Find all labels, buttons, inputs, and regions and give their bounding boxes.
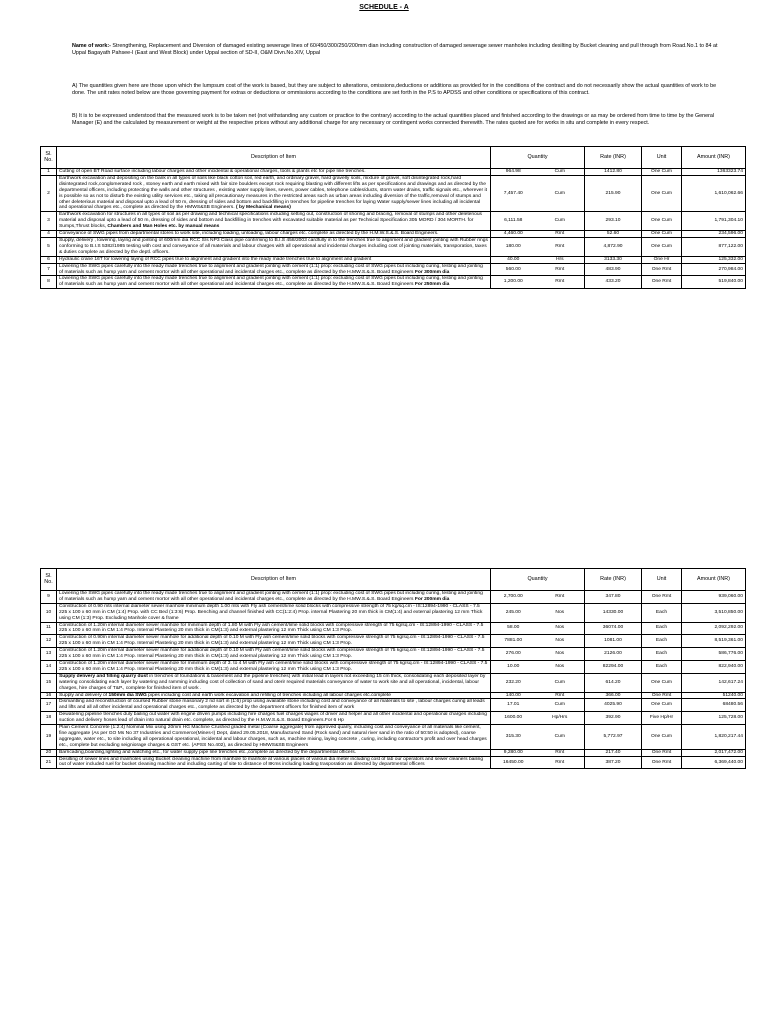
cell-quantity: [491, 673, 585, 692]
cell-unit: One Cum: [642, 212, 682, 231]
cell-sl: 2: [41, 175, 57, 211]
cell-amount: 519,840.00: [682, 276, 746, 289]
cell-rate: 14330.00: [585, 603, 642, 622]
cell-amount: 68480.56: [682, 699, 746, 712]
note-b: B) It is to be expressed understood that the measured work is to be taken net (not withstanding any custom or practice to the contrary) according to the actual quantities placed and finished according to the drawings or as may be ordered from time to time by the General Manager (E) and the calculated by measurement or weight at the respective prices without any additional charge for any necessary or contingent works connected therewith. The rates quoted are for works in situ and complete in every respect.: [72, 113, 715, 126]
cell-description: [57, 756, 491, 769]
table-row: [41, 256, 746, 263]
description-bold: For 250mm dia: [413, 282, 450, 288]
header-description: Description of Item: [57, 569, 491, 591]
cell-rate: 4025.90: [585, 699, 642, 712]
cell-sl: 16: [41, 692, 57, 699]
table-row: [41, 712, 746, 725]
quantity-unit: Rmt: [555, 593, 565, 599]
schedule-title: SCHEDULE - A: [359, 4, 409, 11]
description-text: Construction of 1.20m internal diameter sewer manhole for minimum depth of 3. to 4 M with Fly ash cement/lime solid blocks with compressive strength of 75 kg/sq.cm - IS:12894-1990 - CLASS - 7.5 225 x 100 x 60 mm in CM 1:4 Prop. Internal Plastering 20 mm thick in CM(1:3) and external plastering 12 mm Thick using CM 1:3 Prop.: [59, 660, 488, 672]
cell-sl: 3: [41, 212, 57, 231]
cell-amount: 270,984.00: [682, 263, 746, 276]
table-row: [41, 622, 746, 635]
quantity-value: 1600.00: [504, 715, 523, 721]
table-row: [41, 660, 746, 673]
cell-quantity: [491, 231, 585, 238]
cell-amount: 586,776.00: [682, 648, 746, 661]
quantity-unit: Rmt: [555, 266, 565, 272]
description-text: Construction of 0.90m internal diameter sewer manhole for additional depth of 0.10 M with Fly ash cement/lime solid blocks with compressive strength of 75 kg/sq.cm - IS:12894-1990 - CLASS - 7.5 225 x 100 x 60 mm in CM 1:4 Prop. Internal Plastering 20 mm thick in CM(1:3) and external plastering 12 mm Thick using CM 1:3 Prop.: [59, 635, 485, 647]
cell-description: [57, 212, 491, 231]
cell-amount: 1,791,304.10: [682, 212, 746, 231]
description-text: Construction of 1.20m internal diameter sewer manhole for minimum depth of 1.80 M with Fly ash cement/lime solid blocks with compressive strength of 75 kg/sq.cm - IS:12894-1990 - CLASS - 7.5 225 x 100 x 60 mm in CM 1:4 Prop. Internal Plastering 20 mm thick in CM(1:3) and external plastering 12 mm Thick using CM 1:3 Prop.: [59, 622, 484, 634]
cell-unit: Five Hp/Hr: [642, 712, 682, 725]
description-text-cont: pipes including cost and earth work excavation and refilling of trenches including all labour charges etc.complete: [146, 692, 391, 698]
cell-sl: 17: [41, 699, 57, 712]
header-sl: Sl. No.: [41, 569, 57, 591]
description-text: Construction of 1.20m internal diameter sewer manhole for additional depth of 0.10 M with Fly ash cement/lime solid blocks with compressive strength of 75 kg/sq.cm - IS:12894-1990 - CLASS - 7.5 225 x 100 x 60 mm in CM 1:4 Prop. Internal Plastering 20 mm thick in CM(1:3) and external plastering 12 mm Thick using CM 1:3 Prop.: [59, 648, 485, 660]
quantity-value: 276.00: [505, 651, 521, 657]
description-text: Barricading,boarding,lighting and watching etc., for water supply pipe line trenches etc.,complete as directed by the departmental officers.: [59, 749, 357, 755]
quantity-unit: Nos: [555, 663, 565, 669]
cell-quantity: [491, 237, 585, 256]
table-row: [41, 673, 746, 692]
table-row: [41, 648, 746, 661]
schedule-table-1: [40, 146, 746, 289]
header-amount: Amount (INR): [682, 147, 746, 169]
table-row: [41, 175, 746, 211]
cell-description: [57, 175, 491, 211]
cell-sl: 18: [41, 712, 57, 725]
description-text: Construction of 0.90 mts internal diameter sewer manhole minimum depth 1.00 mts with Fly ash cement/lime solid blocks with compressive strength of 75 kg/sq.cm - IS:12894-1990 - CLASS - 7.5 225 x 100 x 60 mm in CM (1:4) Prop. with CC Bed (1:3:6) Prop. Benching and channel finished with CC(1:2:4) Prop. internal Plastering 20 mm thick in CM(1:4) and external plastering 12 mm Thick using CM (1:3) Prop. Excluding Manhole cover & frame: [59, 603, 483, 621]
note-a: A) The quantities given here are those upon which the lumpsum cost of the work is based, but they are subject to alterations, omissions,deductions or additions as provided for in the conditions of the contract and do not necessarily show the actual quantities of work to be done. The unit rates noted below are those governing payment for extras or deductions or ommissions according to the conditions are set forth in the P.S to APDSS and other conditions or specifications of this contract.: [72, 83, 717, 96]
cell-sl: 6: [41, 256, 57, 263]
cell-rate: 366.00: [585, 692, 642, 699]
cell-amount: 6,369,440.00: [682, 756, 746, 769]
cell-description: [57, 699, 491, 712]
cell-description: [57, 276, 491, 289]
cell-description: [57, 256, 491, 263]
cell-description: [57, 263, 491, 276]
cell-description: [57, 648, 491, 661]
quantity-value: 6,111.58: [504, 218, 523, 224]
cell-sl: 4: [41, 231, 57, 238]
table-row: [41, 756, 746, 769]
quantity-unit: Nos: [555, 609, 565, 615]
cell-description: [57, 169, 491, 176]
cell-rate: 5,772.97: [585, 725, 642, 750]
cell-rate: 293.10: [585, 212, 642, 231]
quantity-unit: Rmt: [555, 279, 565, 285]
description-bold: For 300mm dia: [413, 269, 450, 275]
header-unit: Unit: [642, 569, 682, 591]
cell-quantity: [491, 169, 585, 176]
description-bold: Supply delivery and filling quarry dust: [59, 673, 148, 679]
quantity-value: 2,700.00: [503, 593, 523, 599]
cell-amount: 8,519,361.00: [682, 635, 746, 648]
cell-description: [57, 749, 491, 756]
quantity-value: 40.00: [507, 256, 520, 262]
cell-quantity: [491, 263, 585, 276]
cell-unit: Each: [642, 603, 682, 622]
quantity-unit: Nos: [555, 651, 565, 657]
description-text: Lowering the SWG pipes carefully into the ready made trenches true to alignment and gradient jointing with cement (1:1) prop: excluding cost of SWG pipes but including curing, testing and jointing of materials such as hump yarn and cement mortor with all other operational and incidental charges etc., complete as directed by the H.MW.S.&.S. Board Engineers: [59, 263, 483, 275]
cell-rate: 2126.00: [585, 648, 642, 661]
cell-amount: 2,017,472.00: [682, 749, 746, 756]
description-text: Desilting of sewer lines and manholes using Bucket cleaning machine from manhole to manhole at various places of various dia meter including cost of lab our operators and sewer cleaners bailing out of water included ruel for bucket cleaning machine and including carting of site to distance of 8Kms including loading trasporation as directed by departmental officers: [59, 756, 484, 768]
cell-quantity: [491, 699, 585, 712]
description-text: Supply, delivery , lowering, laying and jointing of 600mm dia RCC S/s NP3 Class pipe confirming to B.I.S 458/2003 cardfully in to the trenches true to alignment and gradient jointing with Rubber rings conforming to B.I.S 5382/1985 testing with cost and conveyance of all materials and labour charges with all operational and incidental charges including cost of jointing materials, transporation, taxes & duties complete as directed by the deptl. officers.: [59, 237, 488, 255]
table-row: [41, 749, 746, 756]
quantity-unit: Hrs: [555, 256, 564, 262]
header-unit: Unit: [642, 147, 682, 169]
quantity-value: 140.00: [505, 692, 521, 698]
cell-rate: 1081.00: [585, 635, 642, 648]
description-text-cont: in trenches of foundations & basement and the pipeline trenches) with initial lead in layers not exceeding 15 cm thick, consolidating each deposited layer by watering consolidating each layer by watering and ramming including cost of collection of sand and oterir required materials conveyance of water to work site and all operational, incidental, labour charges, hire charges of T&P., complete for finished item of work .: [59, 673, 486, 691]
quantity-unit: Cum: [554, 733, 565, 739]
cell-rate: 4,872.90: [585, 237, 642, 256]
quantity-unit: Hp/Hrs: [552, 715, 568, 721]
cell-rate: 347.80: [585, 591, 642, 604]
cell-rate: 392.90: [585, 712, 642, 725]
quantity-value: 560.00: [505, 266, 521, 272]
header-amount: Amount (INR): [682, 569, 746, 591]
quantity-unit: Cum: [554, 679, 565, 685]
quantity-unit: Rmt: [555, 231, 565, 237]
cell-unit: One Rmt: [642, 263, 682, 276]
quantity-unit: Nos: [555, 625, 565, 631]
cell-amount: 125,332.00: [682, 256, 746, 263]
cell-description: [57, 635, 491, 648]
table-row: [41, 635, 746, 648]
cell-unit: One Cum: [642, 673, 682, 692]
table-row: [41, 276, 746, 289]
cell-sl: 15: [41, 673, 57, 692]
cell-unit: One Hr: [642, 256, 682, 263]
quantity-unit: Nos: [555, 638, 565, 644]
cell-amount: 2,092,292.00: [682, 622, 746, 635]
cell-amount: 822,940.00: [682, 660, 746, 673]
cell-description: [57, 712, 491, 725]
quantity-value: 7,457.40: [503, 190, 523, 196]
cell-amount: 1,820,217.44: [682, 725, 746, 750]
cell-unit: Each: [642, 648, 682, 661]
cell-amount: 877,122.00: [682, 237, 746, 256]
cell-quantity: [491, 212, 585, 231]
table-row: [41, 212, 746, 231]
quantity-value: 245.00: [505, 609, 521, 615]
cell-amount: 3,510,850.00: [682, 603, 746, 622]
table-row: [41, 231, 746, 238]
cell-unit: One Rmt: [642, 276, 682, 289]
cell-sl: 10: [41, 603, 57, 622]
cell-sl: 14: [41, 660, 57, 673]
cell-sl: 8: [41, 276, 57, 289]
cell-quantity: [491, 692, 585, 699]
cell-rate: 483.90: [585, 263, 642, 276]
quantity-value: 4,460.00: [503, 231, 523, 237]
cell-description: [57, 673, 491, 692]
description-text: Earthwork excavation for structures in all types of soil as per drawing and technical specifications including setting out, construction of shoring and bracing, removal of stumps and other deleterious material and disposal upto a lead of 50 m, dressing of sides and bottom and backfilling in trenches with excavated suitable material as per Technical Specification 305 MORD / 304 MORTH. for Sumps,Thrust blocks,: [59, 212, 482, 230]
cell-amount: 234,596.00: [682, 231, 746, 238]
quantity-unit: Rmt: [555, 692, 565, 698]
cell-amount: 125,728.00: [682, 712, 746, 725]
description-bold: 150mm dia SWG: [107, 692, 147, 698]
quantity-value: 9,280.00: [503, 749, 523, 755]
cell-unit: One Cum: [642, 175, 682, 211]
quantity-value: 58.00: [507, 625, 520, 631]
cell-description: [57, 231, 491, 238]
description-text: Lowering the SWG pipes carefully into the ready made trenches true to alignment and gradient jointing with cement (1:1) prop: excluding cost of SWG pipes but including curing, testing and jointing of materials such as hump yarn and cement mortor with all other operational and incidental charges etc., complete as directed by the H.MW.S.&.S. Board Engineers: [59, 591, 483, 602]
description-text: Conveyance of SWG pipes from departmental stores to work site, including loading, unloading, labour charges etc. complete as directed by the H.M.W.S.&.S. Board Engineers.: [59, 231, 439, 237]
cell-quantity: [491, 749, 585, 756]
description-text: Cutting of open BT Road surface including labour charges and other incidental & operational charges, tools & plants etc for pipe line trenches.: [59, 169, 366, 174]
cell-unit: One Rmt: [642, 749, 682, 756]
quantity-unit: Rmt: [555, 749, 565, 755]
name-of-work: [72, 43, 724, 56]
cell-unit: One Rmt: [642, 591, 682, 604]
cell-sl: 9: [41, 591, 57, 604]
description-text: Dewatering pipeline trenches duly bailing out water with engine driven pumps including hire charges fuel charges wages of driver and helper and all other incidental and operational charges including suction and delivery hoses lead of drain into natural drain etc. complete, as directed by the H.M.W.S.&.S. Board Engineers.For 6 Hp: [59, 712, 487, 724]
table-row: [41, 699, 746, 712]
cell-amount: 142,617.24: [682, 673, 746, 692]
cell-sl: 5: [41, 237, 57, 256]
cell-quantity: [491, 648, 585, 661]
quantity-unit: Cum: [554, 218, 565, 224]
cell-sl: 7: [41, 263, 57, 276]
cell-rate: 614.20: [585, 673, 642, 692]
description-bold: For 200mm dia: [413, 596, 450, 602]
cell-rate: 217.40: [585, 749, 642, 756]
cell-unit: One Rmt: [642, 692, 682, 699]
cell-sl: 21: [41, 756, 57, 769]
cell-unit: One Rmt: [642, 756, 682, 769]
cell-description: [57, 725, 491, 750]
cell-unit: Each: [642, 635, 682, 648]
description-bold: ( by Mechanical means): [234, 205, 291, 211]
table-row: [41, 725, 746, 750]
header-quantity: Quantity: [491, 147, 585, 169]
cell-amount: 51240.00: [682, 692, 746, 699]
cell-quantity: [491, 622, 585, 635]
description-text: Dismantling and reconstruction of coursed Rubber stone masonary 2 nd sort in (1:6) prop using available stone including cost and conveyance of all materials to site , labour charges curing all leads and lifts and all all other incidental and operational charges etc., complete as directed by the department officers for finished item of work: [59, 699, 485, 711]
name-of-work-label: Name of work:-: [72, 43, 111, 49]
cell-quantity: [491, 712, 585, 725]
cell-amount: 1363323.74: [682, 169, 746, 176]
table-row: [41, 692, 746, 699]
quantity-unit: Cum: [554, 190, 565, 196]
cell-sl: 1: [41, 169, 57, 176]
cell-quantity: [491, 660, 585, 673]
quantity-value: 315.30: [505, 733, 521, 739]
header-sl: Sl. No.: [41, 147, 57, 169]
quantity-unit: Rmt: [555, 759, 565, 765]
table-header: [41, 147, 746, 169]
table-row: [41, 603, 746, 622]
cell-quantity: [491, 603, 585, 622]
cell-rate: 215.90: [585, 175, 642, 211]
quantity-value: 964.98: [505, 169, 521, 174]
cell-unit: One Cum: [642, 725, 682, 750]
cell-quantity: [491, 725, 585, 750]
quantity-value: 7881.00: [504, 638, 523, 644]
table-row: [41, 263, 746, 276]
cell-rate: 52.60: [585, 231, 642, 238]
cell-quantity: [491, 175, 585, 211]
cell-rate: 387.20: [585, 756, 642, 769]
schedule-table-2: [40, 568, 746, 769]
cell-description: [57, 622, 491, 635]
cell-rate: 82294.00: [585, 660, 642, 673]
cell-unit: One Cum: [642, 169, 682, 176]
description-text: Lowering the SWG pipes carefully into the ready made trenches true to alignment and gradient jointing with cement (1:1) prop: excluding cost of SWG pipes but including curing, testing and jointing of materials such as hump yarn and cement mortor with all other operational and incidental charges etc., complete as directed by the H.MW.S.&.S. Board Engineers: [59, 276, 483, 288]
cell-rate: 1412.80: [585, 169, 642, 176]
cell-unit: One Cum: [642, 231, 682, 238]
cell-quantity: [491, 256, 585, 263]
header-rate: Rate (INR): [585, 147, 642, 169]
cell-description: [57, 237, 491, 256]
cell-quantity: [491, 756, 585, 769]
quantity-unit: Cum: [554, 702, 565, 708]
cell-sl: 19: [41, 725, 57, 750]
quantity-value: 180.00: [505, 243, 521, 249]
cell-rate: 36074.00: [585, 622, 642, 635]
cell-unit: Each: [642, 622, 682, 635]
cell-description: [57, 603, 491, 622]
header-rate: Rate (INR): [585, 569, 642, 591]
table-row: [41, 169, 746, 176]
description-text: Hydraulic crane 16T for lowering laying of RCC pipes true to alignment and gradient into the ready made trenches true to alignment and gradient: [59, 256, 372, 262]
description-text: Earthwork excavation and depositing on the bank in all types of soils like black cotton soil, red earth, and ordinary gravel, hard gravelly soils, mixture of gravel, soft disintegrated rock,hard disintegrated rock,conglomerated rock , stoney earth and earth mixed with fair size boulders except rock requiring blasting with different lifts as per specifications and drawings and as directed by the departmental officers, including protecting the walls and other structures , existing water supply lines, severs, power cables, telephone cables/ducts, storm water drains, traffic signals etc., wherever it is possible so as not to disturb the existing utility services etc., taking all precautionary measures in the restricted areas such as urban areas including diversion of the traffic,removal of stumps and other deleterious material and disposal upto a lead of 50 m, dressing of sides and bottom and backfilling in trenches for pipeline trenches for laying Water supply/sewer lines including all incidental and operational charges etc., complete as directed by the HMWS&SB Engineers.: [59, 175, 487, 211]
description-bold: Chambers and Man Holes etc. by manual means: [106, 224, 220, 230]
cell-unit: One Cum: [642, 237, 682, 256]
quantity-unit: Cum: [554, 169, 565, 174]
cell-sl: 13: [41, 648, 57, 661]
table-header: [41, 569, 746, 591]
cell-rate: 3133.30: [585, 256, 642, 263]
cell-quantity: [491, 591, 585, 604]
description-text: Supply and delivery of: [59, 692, 108, 698]
cell-quantity: [491, 635, 585, 648]
cell-sl: 11: [41, 622, 57, 635]
name-of-work-text: Strengthening, Replacement and Diversion of damaged existing sewerage lines of 60/450/300/250/200mm dian including construction of damaged sewerage sewer manholes including desilting by Bucket cleaning and pull through from Road.No.1 to 84 at Uppal Bagayath Pahsee-I (East and West Block) under Uppal section of SD-II, O&M Divn.No.XIV, Uppal: [72, 43, 718, 56]
quantity-value: 16450.00: [503, 759, 524, 765]
cell-sl: 20: [41, 749, 57, 756]
cell-quantity: [491, 276, 585, 289]
cell-unit: Each: [642, 660, 682, 673]
cell-description: [57, 692, 491, 699]
cell-description: [57, 660, 491, 673]
cell-unit: One Cum: [642, 699, 682, 712]
quantity-value: 17.01: [507, 702, 520, 708]
cell-amount: 1,610,062.66: [682, 175, 746, 211]
quantity-value: 10.00: [507, 663, 520, 669]
cell-rate: 433.20: [585, 276, 642, 289]
header-quantity: Quantity: [491, 569, 585, 591]
quantity-unit: Rmt: [555, 243, 565, 249]
description-text: Plain Cement Concrete (1:2:4) Nominal Mix using 20mm HG Machine Crushed graded metal (Coarse aggregate) from approved quarry, including cost and conveyance of all materials like cement, fine aggregate (As per GO Ms No 37 Industries and Commerce(Mines-I) Dept, dated 29.05.2018, Manufactured Sand (Rock sand) and natural river sand in the ratio of 50:50 is adopted), coarse aggregate, water etc., to site including all operational operational, incidental and labour charges, such as, machine mixing, laying concrete , curing, including contractor's profit and over head charges etc., complete but excluding seigniorage charges & GST etc. (APSS No.402), as directed by HMWS&SB Engineers: [59, 725, 487, 748]
cell-amount: 939,060.00: [682, 591, 746, 604]
table-row: [41, 591, 746, 604]
table-row: [41, 237, 746, 256]
cell-description: [57, 591, 491, 604]
quantity-value: 1,200.00: [503, 279, 523, 285]
cell-sl: 12: [41, 635, 57, 648]
quantity-value: 232.20: [505, 679, 521, 685]
header-description: Description of Item: [57, 147, 491, 169]
